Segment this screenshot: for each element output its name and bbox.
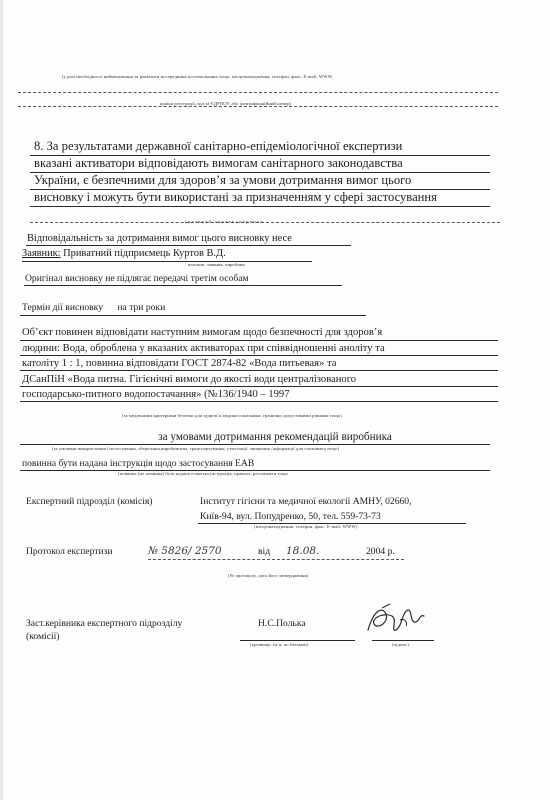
underline xyxy=(24,285,342,286)
validity-value: на три роки xyxy=(117,302,166,313)
caption-protocol: (№ протоколу, дата його затвердження) xyxy=(228,573,309,578)
responsibility-text: Відповідальність за дотримання вимог цього висновку несе xyxy=(27,233,292,244)
underline xyxy=(26,245,351,246)
applicant-label: Заявник: xyxy=(22,248,61,259)
requirements-line: господарсько-питного водопостачання» (№136/1940 – 1997 xyxy=(22,389,290,400)
caption-name: (прізвище, ім’я, по батькові) xyxy=(250,642,309,647)
underline xyxy=(20,340,498,341)
underline xyxy=(30,189,490,190)
caption-applicant: власник, заявник, виробник xyxy=(188,262,245,267)
divider-line xyxy=(18,92,498,93)
caption-top: (у разі необхідності найменування та реквізити посередника,постачальника тощо, місцезнаходження, телефон, факс, E-mail, WWW, xyxy=(62,74,333,79)
divider-line xyxy=(30,222,500,223)
underline xyxy=(20,355,498,356)
underline xyxy=(240,640,355,641)
original-note: Оригінал висновку не підлягає передачі третім особам xyxy=(25,273,249,284)
underline xyxy=(20,315,366,316)
section-8-line: вказані активатори відповідають вимогам санітарного законодавства xyxy=(34,156,403,170)
requirements-line: людини: Вода, оброблена у вказаних активаторах при співвідношенні аноліту та xyxy=(22,342,385,354)
caption-conditions: (за умовами використання (застосування, зберігання,виробництва, транспортування, утилізації, знищення /інформації для споживача тощо) xyxy=(52,446,340,451)
applicant-value: Приватний підприємець Куртов В.Д. xyxy=(63,248,226,259)
underline xyxy=(30,206,490,207)
caption-country: країна реєстрації, код за ЄДРПОУ, або ідентифікаційний номер) xyxy=(160,101,292,106)
underline xyxy=(22,261,312,262)
protocol-date: 18.08. xyxy=(286,545,320,557)
protocol-label: Протокол експертизи xyxy=(26,546,113,557)
requirements-line: католіту 1 : 1, повинна відповідати ГОСТ 2874-82 «Вода питьевая» та xyxy=(22,358,337,369)
underline xyxy=(20,386,498,387)
caption-criteria: (за медичними критеріями безпеки для здоров’я людини показники, гранично допустимими рівнями тощо) xyxy=(122,413,342,418)
instruction: повинна бути надана інструкція щодо застосування ЕАВ xyxy=(22,458,255,469)
caption-instruction: (повинна (не повинна) бути надана етикетка,інструкція, правила, регламенти тощо xyxy=(118,471,288,476)
underline xyxy=(20,401,498,402)
validity xyxy=(22,302,165,313)
requirements xyxy=(22,325,498,403)
divider-line xyxy=(18,106,498,107)
underline xyxy=(372,640,434,641)
underline xyxy=(30,155,490,156)
scan-edge xyxy=(0,0,3,800)
underline xyxy=(30,172,490,173)
requirements-line: ДСанПіН «Вода питна. Гігієнічні вимоги до якості води централізованого xyxy=(22,373,357,385)
underline xyxy=(20,444,490,445)
expert-line-1: Інститут гігієни та медичної екології АМНУ, 02660, xyxy=(200,496,412,507)
validity-label: Термін дії висновку xyxy=(22,302,103,313)
caption-sign: (підпис) xyxy=(392,642,409,647)
expert-label: Експертний підрозділ (комісія) xyxy=(26,496,153,507)
underline xyxy=(20,370,498,371)
underline xyxy=(148,559,404,560)
section-8-line: 8. За результатами державної санітарно-епідеміологічної експертизи xyxy=(34,139,403,153)
protocol-from: від xyxy=(258,546,271,557)
section-8-line: України, є безпечними для здоров’я за умови дотримання вимог цього xyxy=(34,173,412,187)
deputy-line-2: (комісії) xyxy=(26,631,60,642)
deputy-line-1: Заст.керівника експертного підрозділу xyxy=(26,618,183,629)
applicant xyxy=(22,248,226,259)
signature-image xyxy=(362,600,432,640)
caption-expert: (місцезнаходження, телефон, факс, E-mail, WWW) xyxy=(254,524,358,529)
section-8-line: висновку і можуть бути використані за призначенням у сфері застосування xyxy=(34,190,437,204)
caption-object: ( н а з в а о б ’ є к т а е к с п е р т и з и xyxy=(185,219,263,224)
conditions: за умовами дотримання рекомендацій виробника xyxy=(158,431,392,443)
requirements-line: Об’єкт повинен відповідати наступним вимогам щодо безпечності для здоров’я xyxy=(22,327,383,338)
deputy-name: Н.С.Полька xyxy=(258,618,306,629)
expert-line-2: Київ-94, вул. Попудренко, 50, тел. 559-73-73 xyxy=(200,511,381,522)
protocol-year: 2004 р. xyxy=(366,546,395,557)
protocol-number: № 5826/ 2570 xyxy=(148,545,222,557)
